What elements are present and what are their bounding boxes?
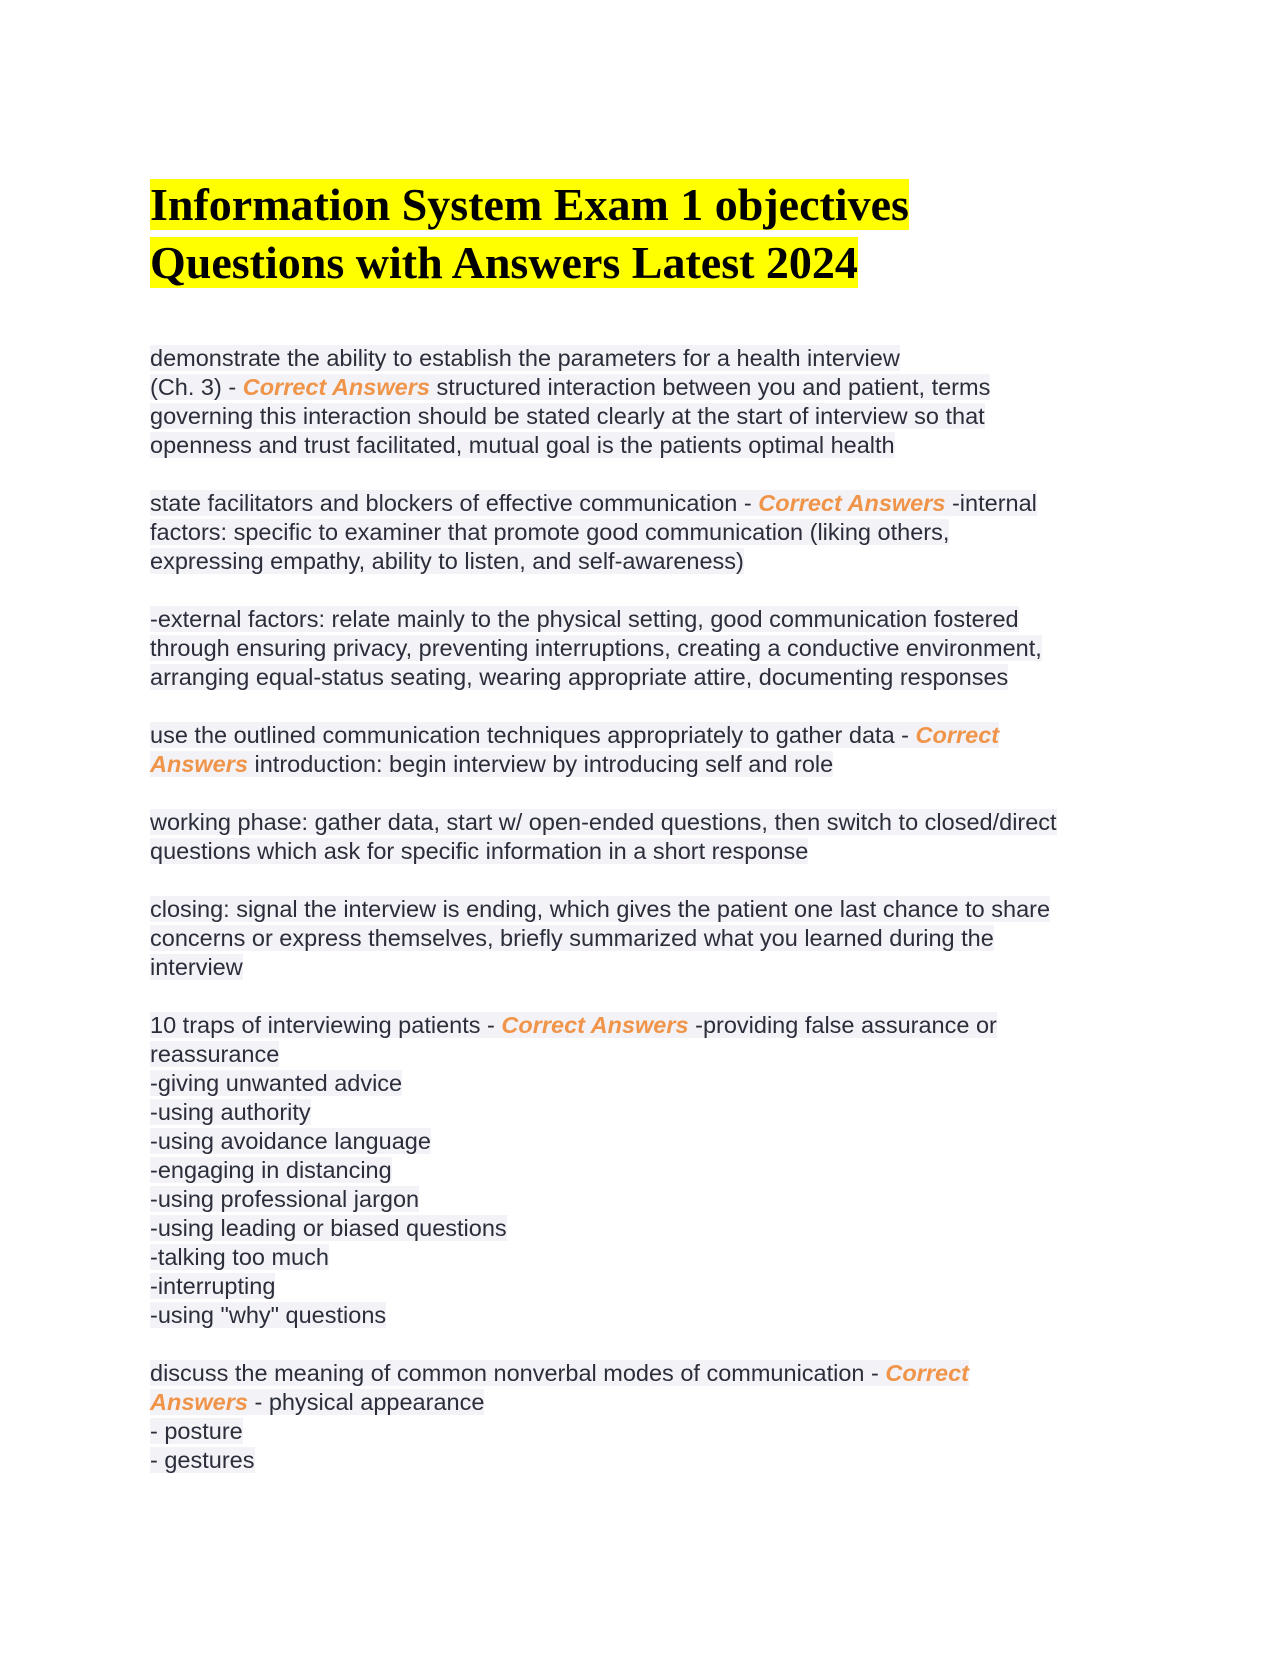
text-line-content — [150, 1389, 484, 1415]
text-line — [150, 1185, 1130, 1214]
qa-paragraph — [150, 1011, 1130, 1330]
document-title — [150, 176, 1130, 292]
text-line — [150, 808, 1130, 837]
text-line-content — [150, 1099, 311, 1125]
text-line-content — [150, 403, 985, 429]
text-line-content — [150, 1447, 255, 1473]
correct-answers-label: Correct — [915, 722, 1000, 748]
text-segment: working phase: gather data, start w/ open-ended questions, then switch to closed/direct — [150, 809, 1057, 835]
text-segment: through ensuring privacy, preventing interruptions, creating a conductive environment, — [150, 635, 1042, 661]
text-segment: -providing false assurance or — [688, 1012, 997, 1038]
text-line-content — [150, 1128, 431, 1154]
text-line — [150, 1156, 1130, 1185]
text-line-content — [150, 548, 744, 574]
qa-paragraph — [150, 1359, 1130, 1475]
text-line-content — [150, 1273, 275, 1299]
text-line-content — [150, 838, 808, 864]
qa-paragraph — [150, 605, 1130, 692]
text-line — [150, 1446, 1130, 1475]
text-segment: -using authority — [150, 1099, 311, 1125]
text-line — [150, 344, 1130, 373]
text-line-content — [150, 1360, 969, 1386]
text-segment: -engaging in distancing — [150, 1157, 392, 1183]
text-line — [150, 373, 1130, 402]
text-line — [150, 895, 1130, 924]
text-segment: - posture — [150, 1418, 243, 1444]
text-line-content — [150, 1244, 329, 1270]
text-line — [150, 1011, 1130, 1040]
qa-paragraph — [150, 489, 1130, 576]
text-line — [150, 1127, 1130, 1156]
text-line-content — [150, 809, 1057, 835]
text-segment: (Ch. 3) - — [150, 374, 243, 400]
text-line — [150, 1098, 1130, 1127]
text-line-content — [150, 664, 1008, 690]
text-line — [150, 634, 1130, 663]
text-line — [150, 605, 1130, 634]
text-line-content — [150, 896, 1050, 922]
text-segment: -external factors: relate mainly to the physical setting, good communication fostered — [150, 606, 1019, 632]
text-segment: -using leading or biased questions — [150, 1215, 507, 1241]
text-line — [150, 1388, 1130, 1417]
correct-answers-label: Correct Answers — [242, 374, 430, 400]
qa-paragraph — [150, 344, 1130, 460]
text-line — [150, 518, 1130, 547]
text-line — [150, 924, 1130, 953]
text-segment: -using "why" questions — [150, 1302, 387, 1328]
correct-answers-label: Answers — [150, 751, 248, 777]
text-line-content — [150, 925, 994, 951]
text-line-content — [150, 432, 895, 458]
text-segment: -interrupting — [150, 1273, 276, 1299]
text-line-content — [150, 1302, 386, 1328]
text-line — [150, 1069, 1130, 1098]
text-segment: - gestures — [150, 1447, 255, 1473]
text-line-content — [150, 490, 1037, 516]
text-segment: closing: signal the interview is ending, which gives the patient one last chance to share — [150, 896, 1051, 922]
text-line-content — [150, 1012, 997, 1038]
text-segment: state facilitators and blockers of effective communication - — [150, 490, 759, 516]
correct-answers-label: Answers — [150, 1389, 248, 1415]
text-segment: governing this interaction should be stated clearly at the start of interview so that — [150, 403, 985, 429]
qa-paragraph — [150, 895, 1130, 982]
text-line — [150, 1359, 1130, 1388]
title-line-1: Information System Exam 1 objectives — [150, 179, 909, 230]
text-segment: structured interaction between you and patient, terms — [429, 374, 991, 400]
text-line — [150, 750, 1130, 779]
qa-paragraph — [150, 808, 1130, 866]
document-page — [150, 176, 1130, 1504]
text-segment: demonstrate the ability to establish the parameters for a health interview — [150, 345, 900, 371]
text-line-content — [150, 606, 1019, 632]
text-line-content — [150, 751, 833, 777]
text-segment: -using professional jargon — [150, 1186, 420, 1212]
text-segment: -talking too much — [150, 1244, 329, 1270]
text-line-content — [150, 374, 990, 400]
text-segment: - physical appearance — [247, 1389, 485, 1415]
text-line-content — [150, 954, 243, 980]
text-line-content — [150, 1215, 507, 1241]
text-line-content — [150, 519, 949, 545]
text-line-content — [150, 635, 1042, 661]
text-segment: -giving unwanted advice — [150, 1070, 403, 1096]
text-line-content — [150, 345, 900, 371]
text-segment: questions which ask for specific information in a short response — [150, 838, 809, 864]
text-segment: discuss the meaning of common nonverbal modes of communication - — [150, 1360, 886, 1386]
text-segment: expressing empathy, ability to listen, and self-awareness) — [150, 548, 744, 574]
correct-answers-label: Correct — [885, 1360, 969, 1386]
text-segment: introduction: begin interview by introducing self and role — [247, 751, 834, 777]
document-body — [150, 344, 1130, 1475]
correct-answers-label: Correct Answers — [758, 490, 946, 516]
text-segment: arranging equal-status seating, wearing appropriate attire, documenting responses — [150, 664, 1009, 690]
text-segment: concerns or express themselves, briefly summarized what you learned during the — [150, 925, 994, 951]
text-line — [150, 489, 1130, 518]
text-line-content — [150, 1186, 419, 1212]
text-line — [150, 431, 1130, 460]
text-line — [150, 402, 1130, 431]
text-line — [150, 1243, 1130, 1272]
text-line — [150, 1214, 1130, 1243]
title-line-2: Questions with Answers Latest 2024 — [150, 237, 858, 288]
text-segment: interview — [150, 954, 243, 980]
text-segment: factors: specific to examiner that promote good communication (liking others, — [150, 519, 950, 545]
text-line — [150, 1040, 1130, 1069]
text-segment: reassurance — [150, 1041, 280, 1067]
text-segment: openness and trust facilitated, mutual goal is the patients optimal health — [150, 432, 895, 458]
text-line — [150, 1272, 1130, 1301]
text-segment: -internal — [945, 490, 1037, 516]
text-line-content — [150, 1157, 392, 1183]
text-line — [150, 663, 1130, 692]
text-segment: use the outlined communication techniques appropriately to gather data - — [150, 722, 916, 748]
correct-answers-label: Correct Answers — [501, 1012, 689, 1038]
qa-paragraph — [150, 721, 1130, 779]
text-line — [150, 953, 1130, 982]
text-line — [150, 1417, 1130, 1446]
text-line — [150, 1301, 1130, 1330]
text-line-content — [150, 1041, 279, 1067]
text-line — [150, 721, 1130, 750]
text-line-content — [150, 1418, 243, 1444]
text-segment: -using avoidance language — [150, 1128, 431, 1154]
text-line — [150, 837, 1130, 866]
text-line — [150, 547, 1130, 576]
text-line-content — [150, 1070, 402, 1096]
text-segment: 10 traps of interviewing patients - — [150, 1012, 502, 1038]
text-line-content — [150, 722, 999, 748]
